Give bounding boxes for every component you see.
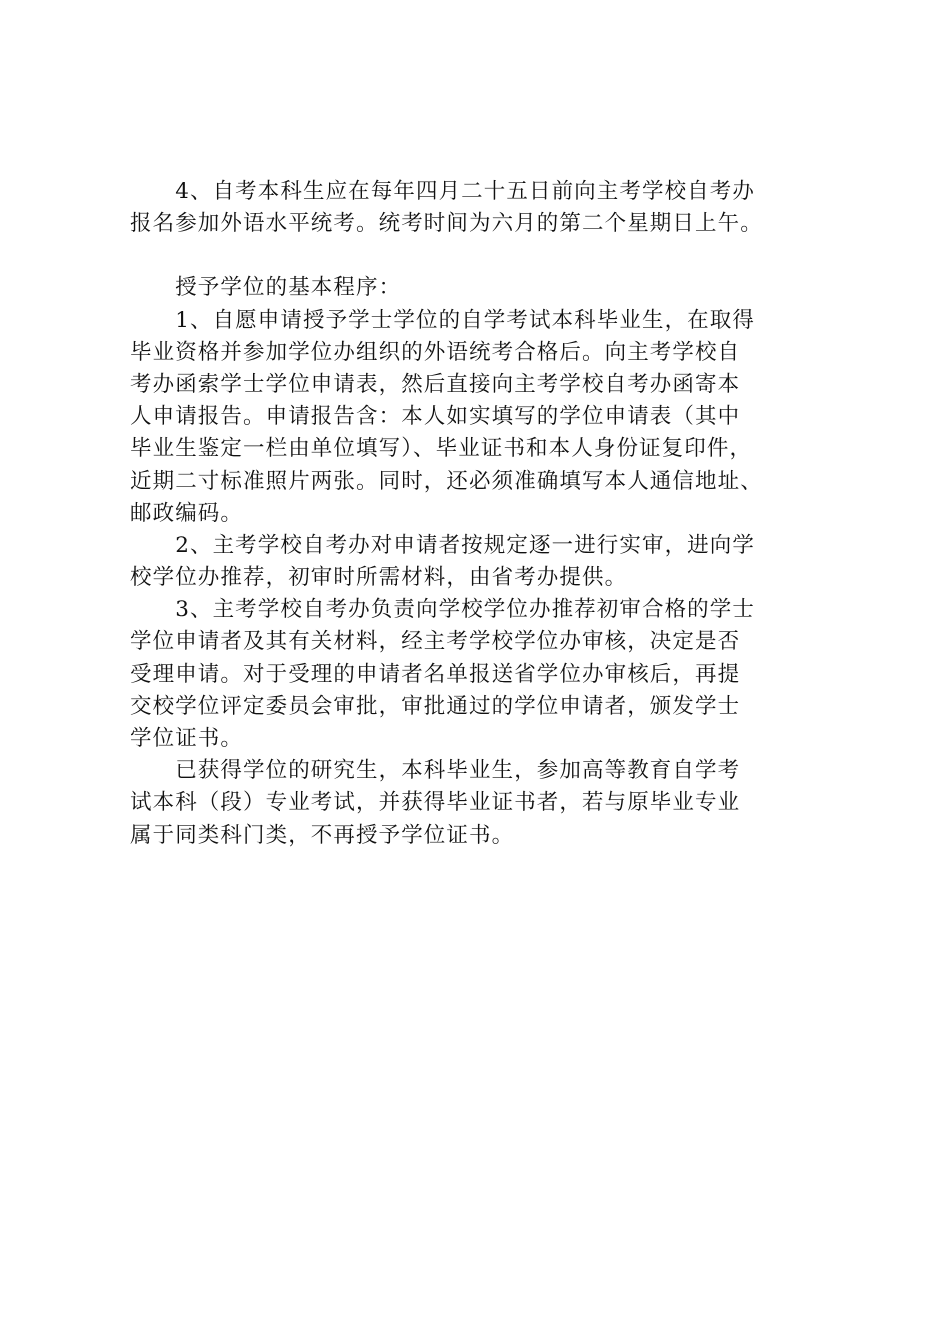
text-line: 报名参加外语水平统考。统考时间为六月的第二个星期日上午。 bbox=[130, 211, 763, 237]
text-line: 1、自愿申请授予学士学位的自学考试本科毕业生，在取得 bbox=[130, 307, 755, 333]
text-line: 学位证书。 bbox=[130, 726, 244, 751]
text-line: 校学位办推荐，初审时所需材料，由省考办提供。 bbox=[130, 565, 628, 591]
paragraph-step-2 bbox=[130, 530, 850, 594]
text-line: 2、主考学校自考办对申请者按规定逐一进行实审，进向学 bbox=[130, 532, 755, 558]
paragraph-exam-registration bbox=[130, 176, 850, 240]
paragraph-step-3 bbox=[130, 594, 850, 755]
paragraph-spacer bbox=[130, 240, 850, 272]
text-line: 近期二寸标准照片两张。同时，还必须准确填写本人通信地址、 bbox=[130, 468, 763, 494]
text-line: 已获得学位的研究生，本科毕业生，参加高等教育自学考 bbox=[130, 758, 741, 784]
paragraph-note bbox=[130, 755, 850, 852]
text-line: 学位申请者及其有关材料，经主考学校学位办审核，决定是否 bbox=[130, 629, 741, 655]
text-line: 3、主考学校自考办负责向学校学位办推荐初审合格的学士 bbox=[130, 597, 755, 623]
text-line: 属于同类科门类，不再授予学位证书。 bbox=[130, 822, 515, 848]
text-line: 毕业生鉴定一栏由单位填写）、毕业证书和本人身份证复印件， bbox=[130, 436, 753, 462]
text-line: 人申请报告。申请报告含：本人如实填写的学位申请表（其中 bbox=[130, 404, 741, 430]
text-line: 4、自考本科生应在每年四月二十五日前向主考学校自考办 bbox=[130, 179, 755, 204]
section-heading: 授予学位的基本程序： bbox=[130, 275, 402, 301]
document-page bbox=[130, 176, 850, 852]
text-line: 试本科（段）专业考试，并获得毕业证书者，若与原毕业专业 bbox=[130, 790, 741, 816]
text-line: 受理申请。对于受理的申请者名单报送省学位办审核后，再提 bbox=[130, 661, 741, 687]
text-line: 交校学位评定委员会审批，审批通过的学位申请者，颁发学士 bbox=[130, 693, 741, 719]
text-line: 邮政编码。 bbox=[130, 500, 244, 526]
paragraph-step-1 bbox=[130, 305, 850, 530]
text-line: 考办函索学士学位申请表，然后直接向主考学校自考办函寄本 bbox=[130, 371, 741, 397]
text-line: 毕业资格并参加学位办组织的外语统考合格后。向主考学校自 bbox=[130, 339, 741, 365]
